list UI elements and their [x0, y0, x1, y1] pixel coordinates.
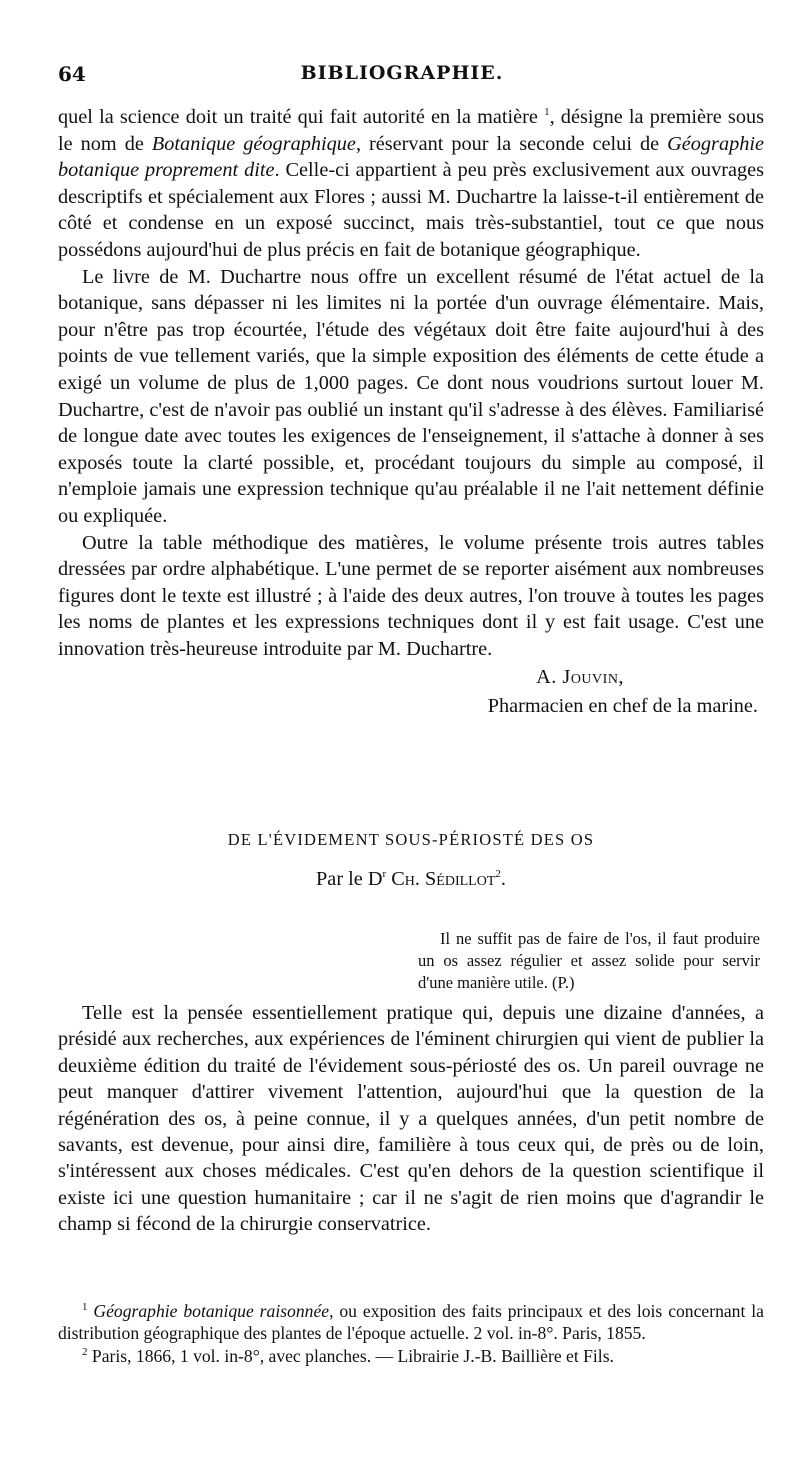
- italic-term-geographie: Géographie botanique proprement dite: [58, 132, 765, 182]
- review-body: [58, 104, 764, 720]
- signature-name: A. Jouvin,: [536, 666, 624, 689]
- article-paragraph-1: Telle est la pensée essentiellement pratique qui, depuis une dizaine d'années, a présidé aux recherches, aux expériences de l'éminent chirurgien qui vient de publier la deuxième édition du traité de l'évidement sous-périosté des os. Un pareil ouvrage ne peut manquer d'attirer vivement l'attention, aujourd'hui que la question de la régénération des os, à peine connue, il y a quelques années, d'un petit nombre de savants, est devenue, pour ainsi dire, familière à tous ceux qui, de près ou de loin, s'intéressent aux choses médicales. C'est qu'en dehors de la question scientifique il existe ici une question humanitaire ; car il ne s'agit de rien moins que d'agrandir le champ si fécond de la chirurgie conservatrice.: [58, 1002, 764, 1236]
- running-title: BIBLIOGRAPHIE.: [300, 62, 504, 84]
- article-body: [58, 1000, 764, 1238]
- footnotes: [58, 1300, 764, 1367]
- page-header: [52, 62, 752, 92]
- review-paragraph-2: Le livre de M. Duchartre nous offre un excellent résumé de l'état actuel de la botanique, sans dépasser ni les limites ni la portée d'un ouvrage élémentaire. Mais, pour n'être pas trop écourtée, l'étude des végétaux doit être faite aujourd'hui à des points de vue tellement variés, que la simple exposition des éléments de cette étude a exigé un volume de plus de 1,000 pages. Ce dont nous voudrions surtout louer M. Duchartre, c'est de n'avoir pas oublié un instant qu'il s'adresse à des élèves. Familiarisé de longue date avec toutes les exigences de l'enseignement, il s'attache à donner à ses exposés toute la clarté possible, et, procédant toujours du simple au composé, il n'emploie jamais une expression technique qu'au préalable il ne l'ait nettement définie ou expliquée.: [58, 265, 764, 527]
- review-paragraph-3: Outre la table méthodique des matières, le volume présente trois autres tables dressées par ordre alphabétique. L'une permet de se reporter aisément aux nombreuses figures dont le texte est illustré ; à l'aide des deux autres, l'on trouve à toutes les pages les noms de plantes et les expressions techniques dont il y est fait usage. C'est une innovation très-heureuse introduite par M. Duchartre.: [58, 531, 764, 660]
- footnote-ref-2: 2: [495, 868, 501, 881]
- italic-term-botanique: Botanique géographique: [151, 132, 356, 155]
- footnote-2: $^2$ Paris, 1866, 1 vol. in-8°, avec planches. — Librairie J.-B. Baillière et Fils.: [82, 1345, 614, 1366]
- signature-title: Pharmacien en chef de la marine.: [487, 695, 758, 718]
- review-paragraph-1: quel la science doit un traité qui fait autorité en la matière $^1$, désigne la première sous le nom de Botanique géographique, réservant pour la seconde celui de Géographie botanique proprement dite. Celle-ci appartient à peu près exclusivement aux ouvrages descriptifs et spécialement aux Flores ; aussi M. Duchartre la laisse-t-il entièrement de côté et condense en un exposé succinct, mais très-substantiel, tout ce que nous possédons aujourd'hui de plus précis en fait de botanique géographique.: [58, 106, 765, 261]
- article-author: Par le $D^r$ Ch. Sédillot$^2$.: [316, 868, 506, 890]
- section-title: DE L'ÉVIDEMENT SOUS-PÉRIOSTÉ DES OS: [227, 830, 595, 849]
- page-number: 64: [58, 62, 86, 86]
- footnote-1: $^1$ Géographie botanique raisonnée, ou exposition des faits principaux et des lois concernant la distribution géographique des plantes de l'époque actuelle. 2 vol. in-8°. Paris, 1855.: [58, 1301, 764, 1344]
- footnote-ref-1: 1: [544, 106, 550, 119]
- epigraph: Il ne suffit pas de faire de l'os, il faut produire un os assez régulier et assez solide pour servir d'une manière utile. (P.): [418, 929, 760, 992]
